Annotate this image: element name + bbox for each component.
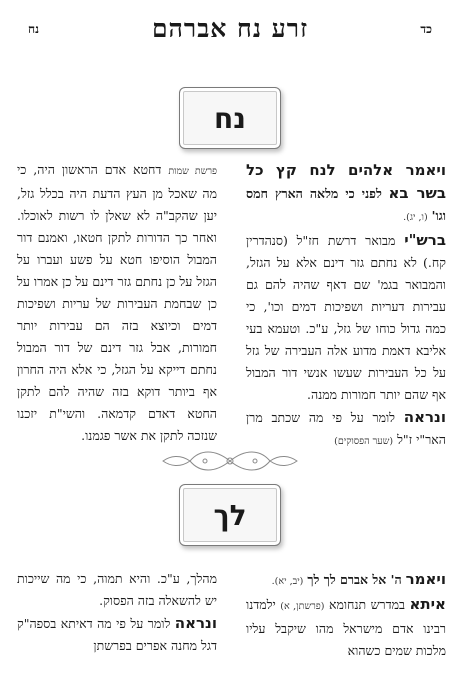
paragraph-text: לומר על פי מה דאיתא בספה"ק דגל מחנה אפרים בפרשתן bbox=[17, 616, 217, 653]
paragraph bbox=[17, 612, 217, 657]
lead-words: ונראה bbox=[403, 408, 446, 426]
section-heading-noach bbox=[179, 87, 281, 149]
lead-words: ונראה bbox=[174, 614, 217, 632]
verse-text: לפני כי מלאה הארץ חמס וגו' bbox=[246, 186, 446, 223]
running-header bbox=[14, 12, 446, 52]
paragraph bbox=[246, 229, 446, 406]
text-column-left bbox=[17, 159, 217, 447]
lead-words: ויאמר bbox=[405, 570, 446, 588]
lead-words: איתא bbox=[409, 595, 446, 613]
paragraph-text: ילמדנו רבינו אדם מישראל מהו שיקבל עליו מלכות שמים כשהוא bbox=[246, 597, 446, 658]
paragraph bbox=[17, 159, 217, 447]
page-number: כד bbox=[420, 22, 432, 36]
paragraph-text: מהלך, ע"כ. והיא תמוה, כי מה שייכות יש להשאלה בזה הפסוק. bbox=[17, 571, 217, 608]
parsha-name: נח bbox=[28, 22, 40, 36]
paragraph-text: לומר על פי מה שכתב מרן האר"י ז"ל bbox=[246, 410, 446, 447]
text-column-right bbox=[246, 159, 446, 453]
paragraph bbox=[246, 568, 446, 593]
source-reference: (פרשתן, א) bbox=[280, 601, 325, 612]
book-title: זרע נח אברהם bbox=[151, 14, 309, 43]
ornament-icon bbox=[155, 446, 305, 476]
text-column-left bbox=[17, 568, 217, 657]
paragraph-text: במדרש תנחומא bbox=[328, 597, 406, 612]
text-column-right bbox=[246, 568, 446, 662]
verse-reference: (ו, יג). bbox=[403, 212, 428, 223]
section-heading-text: לך bbox=[213, 498, 247, 532]
source-reference: פרשת שמות bbox=[168, 166, 217, 177]
paragraph-text: דחטא אדם הראשון היה, כי מה שאכל מן העץ הדעת היה בכלל גזל, יען שהקב"ה לא שאלן לו רשות לאוכלו. ואחר כך הדורות לתקן חטאו, ואמנם דור המבול הוסיפו חטא על פשע ועברו על הגזל על כן נחתם גזר דינם על כן אמרו על כן שבחמת העבירות של עריות ושפיכות דמים וכיוצא בזה הם עבירות יותר חמורות, אבל גזר דינם של דור המבול נחתם דייקא על הגזל, כי אלא היה החרון אף ביותר דוקא בזה שהיה להם לתקן החטא דאדם קדמאה. והשי"ת יזכנו שנזכה לתקן את אשר פגמנו. bbox=[17, 162, 217, 443]
verse-text: ה' אל אברם לך לך bbox=[307, 572, 402, 587]
source-reference: (שער הפסוקים) bbox=[334, 436, 394, 447]
section-heading-text: נח bbox=[214, 101, 246, 135]
lead-words: ברש"י bbox=[404, 231, 446, 249]
paragraph bbox=[246, 593, 446, 662]
section-heading-lech bbox=[179, 484, 281, 546]
paragraph-text: מבואר דרשת חז"ל (סנהדרין קח.) לא נחתם גזר דינם אלא על הגזל, והמבואר בגמ' שם דאף שהיה להם גם עבירות דעריות ושפיכות דמים וכו', כי כמה גדול כוחו של גזל, ע"כ. וטעמא בעי אליבא דאמת מדוע אלה העבירה של גזל על כל העבירות שעשו אנשי דור המבול אף שהם יותר חמורות ממנה. bbox=[246, 233, 446, 402]
lead-words: ויאמר אלהים לנח קץ כל בשר בא bbox=[246, 161, 446, 202]
paragraph bbox=[17, 568, 217, 612]
ornament-divider bbox=[155, 446, 305, 480]
verse-reference: (יב, יא). bbox=[271, 576, 304, 587]
paragraph bbox=[246, 159, 446, 229]
